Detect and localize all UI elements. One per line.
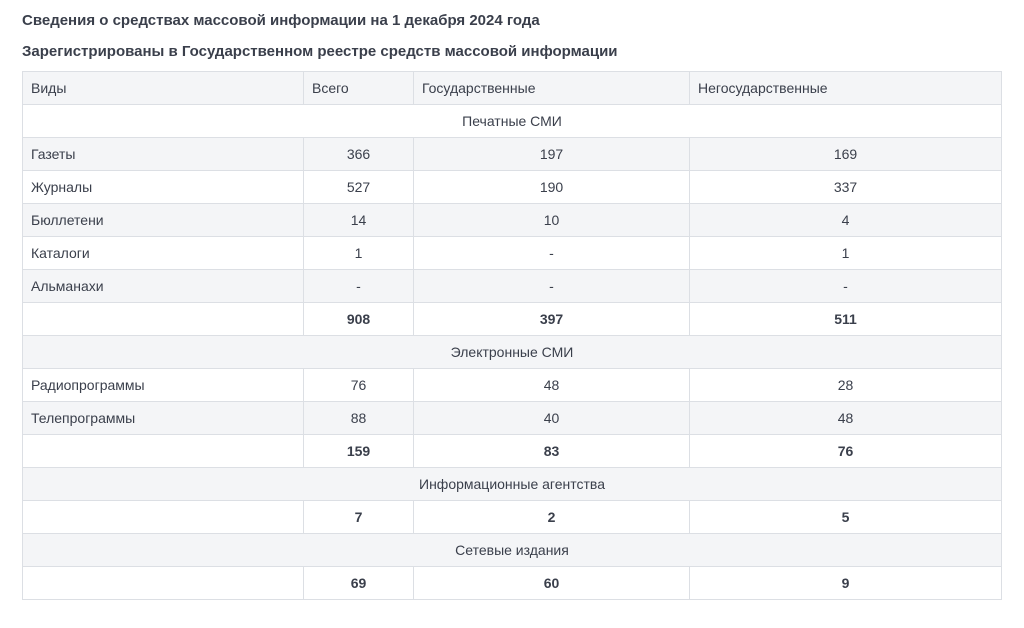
- cell-nonstate: 4: [690, 204, 1002, 237]
- total-cell-state: 2: [414, 501, 690, 534]
- table-header-row: [23, 72, 1002, 105]
- table-row: [23, 171, 1002, 204]
- total-cell-nonstate: 76: [690, 435, 1002, 468]
- section-title-agencies: Информационные агентства: [23, 468, 1002, 501]
- section-title-electronic: Электронные СМИ: [23, 336, 1002, 369]
- total-cell-state: 397: [414, 303, 690, 336]
- row-label: Радиопрограммы: [23, 369, 304, 402]
- cell-total: 366: [304, 138, 414, 171]
- cell-state: 40: [414, 402, 690, 435]
- media-table: [22, 71, 1002, 600]
- total-label: [23, 501, 304, 534]
- header-cell-state: Государственные: [414, 72, 690, 105]
- cell-total: 88: [304, 402, 414, 435]
- cell-nonstate: 1: [690, 237, 1002, 270]
- total-cell-state: 83: [414, 435, 690, 468]
- section-row-agencies: [23, 468, 1002, 501]
- page-title: Сведения о средствах массовой информации на 1 декабря 2024 года: [22, 12, 540, 29]
- header-cell-nonstate: Негосударственные: [690, 72, 1002, 105]
- cell-total: 527: [304, 171, 414, 204]
- row-label: Бюллетени: [23, 204, 304, 237]
- total-cell-total: 159: [304, 435, 414, 468]
- total-cell-total: 69: [304, 567, 414, 600]
- cell-nonstate: 337: [690, 171, 1002, 204]
- cell-total: 76: [304, 369, 414, 402]
- cell-state: 197: [414, 138, 690, 171]
- total-label: [23, 303, 304, 336]
- cell-total: -: [304, 270, 414, 303]
- section-row-print: [23, 105, 1002, 138]
- cell-nonstate: 28: [690, 369, 1002, 402]
- table-row: [23, 138, 1002, 171]
- section-title-online: Сетевые издания: [23, 534, 1002, 567]
- table-row: [23, 270, 1002, 303]
- total-row-online: [23, 567, 1002, 600]
- cell-nonstate: 169: [690, 138, 1002, 171]
- total-cell-total: 908: [304, 303, 414, 336]
- cell-nonstate: -: [690, 270, 1002, 303]
- total-label: [23, 567, 304, 600]
- table-row: [23, 402, 1002, 435]
- header-cell-types: Виды: [23, 72, 304, 105]
- total-cell-nonstate: 9: [690, 567, 1002, 600]
- row-label: Журналы: [23, 171, 304, 204]
- table-row: [23, 369, 1002, 402]
- table-row: [23, 237, 1002, 270]
- cell-state: -: [414, 270, 690, 303]
- total-cell-state: 60: [414, 567, 690, 600]
- row-label: Телепрограммы: [23, 402, 304, 435]
- section-row-electronic: [23, 336, 1002, 369]
- total-row-agencies: [23, 501, 1002, 534]
- table-row: [23, 204, 1002, 237]
- cell-total: 1: [304, 237, 414, 270]
- total-cell-nonstate: 5: [690, 501, 1002, 534]
- total-row-electronic: [23, 435, 1002, 468]
- section-row-online: [23, 534, 1002, 567]
- row-label: Альманахи: [23, 270, 304, 303]
- cell-nonstate: 48: [690, 402, 1002, 435]
- total-label: [23, 435, 304, 468]
- cell-state: 190: [414, 171, 690, 204]
- row-label: Каталоги: [23, 237, 304, 270]
- cell-state: 10: [414, 204, 690, 237]
- cell-state: 48: [414, 369, 690, 402]
- row-label: Газеты: [23, 138, 304, 171]
- section-title-print: Печатные СМИ: [23, 105, 1002, 138]
- total-cell-nonstate: 511: [690, 303, 1002, 336]
- cell-state: -: [414, 237, 690, 270]
- total-cell-total: 7: [304, 501, 414, 534]
- page-subtitle: Зарегистрированы в Государственном реестре средств массовой информации: [22, 43, 618, 60]
- total-row-print: [23, 303, 1002, 336]
- cell-total: 14: [304, 204, 414, 237]
- header-cell-total: Всего: [304, 72, 414, 105]
